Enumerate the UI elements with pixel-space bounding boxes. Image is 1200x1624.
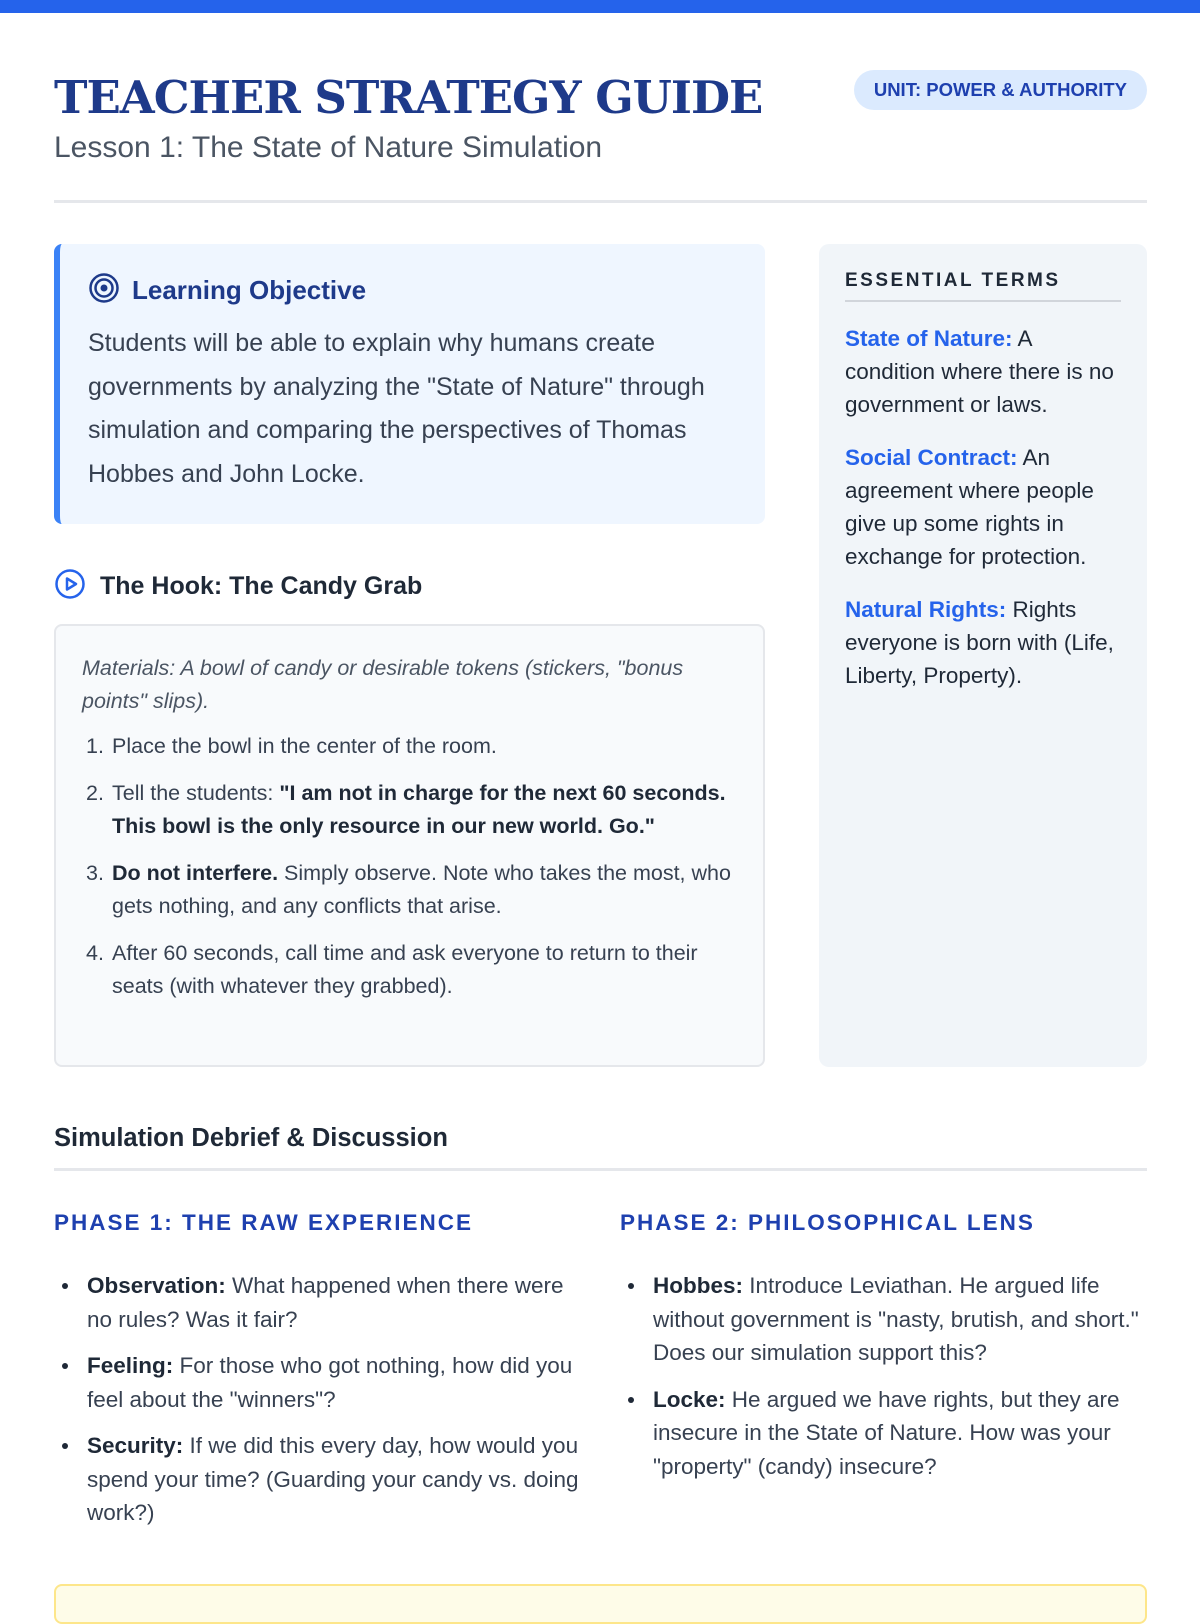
term-definition: A condition where there is no government or laws. bbox=[845, 326, 1114, 417]
step-number: 1. bbox=[86, 734, 104, 758]
learning-objective-card bbox=[54, 244, 765, 524]
step-text: Tell the students: "I am not in charge for the next 60 seconds. This bowl is the only resource in our new world. Go." bbox=[112, 780, 726, 838]
hook-steps bbox=[82, 730, 737, 1004]
hook-title: The Hook: The Candy Grab bbox=[100, 572, 423, 600]
list-item bbox=[82, 937, 737, 1004]
objective-heading bbox=[88, 272, 739, 308]
teacher-note-box bbox=[54, 1584, 1147, 1624]
list-item bbox=[82, 857, 737, 924]
page-title: TEACHER STRATEGY GUIDE bbox=[54, 71, 763, 124]
objective-title: Learning Objective bbox=[132, 274, 367, 305]
objective-text: Students will be able to explain why humans create governments by analyzing the "State of Nature" through simulation and comparing the perspectives of Thomas Hobbes and John Locke. bbox=[88, 329, 705, 488]
term-name: Social Contract: bbox=[845, 445, 1018, 470]
debrief-divider bbox=[54, 1168, 1147, 1171]
phase-1-title: PHASE 1: THE RAW EXPERIENCE bbox=[54, 1210, 474, 1235]
step-number: 4. bbox=[86, 940, 104, 965]
term-definition: An agreement where people give up some rights in exchange for protection. bbox=[845, 445, 1094, 569]
step-text: Do not interfere. Simply observe. Note who takes the most, who gets nothing, and any conflicts that arise. bbox=[112, 860, 731, 918]
top-accent-bar bbox=[0, 0, 1200, 13]
list-item bbox=[82, 730, 737, 764]
list-item: Locke: He argued we have rights, but they are insecure in the State of Nature. How was your "property" (candy) insecure? bbox=[620, 1383, 1150, 1484]
term-definition: Rights everyone is born with (Life, Liberty, Property). bbox=[845, 597, 1114, 688]
step-number: 2. bbox=[86, 780, 104, 805]
step-text: Place the bowl in the center of the room. bbox=[112, 734, 497, 758]
debrief-title: Simulation Debrief & Discussion bbox=[54, 1124, 448, 1152]
play-circle-icon bbox=[54, 568, 86, 605]
list-item: Feeling: For those who got nothing, how did you feel about the "winners"? bbox=[54, 1349, 594, 1416]
header-divider bbox=[54, 200, 1147, 203]
term-social-contract bbox=[845, 441, 1121, 573]
phase-2-title: PHASE 2: PHILOSOPHICAL LENS bbox=[620, 1210, 1035, 1235]
term-name: Natural Rights: bbox=[845, 597, 1007, 622]
term-state-of-nature bbox=[845, 322, 1121, 421]
phase-2-questions bbox=[620, 1269, 1150, 1483]
term-name: State of Nature: bbox=[845, 326, 1013, 351]
step-text: After 60 seconds, call time and ask everyone to return to their seats (with whatever they grabbed). bbox=[112, 940, 698, 998]
phase-1-questions bbox=[54, 1269, 594, 1530]
lesson-subtitle: Lesson 1: The State of Nature Simulation bbox=[54, 131, 603, 164]
terms-title: ESSENTIAL TERMS bbox=[845, 270, 1121, 302]
phase-2-column bbox=[620, 1210, 1150, 1496]
hook-instructions-box bbox=[54, 624, 765, 1067]
unit-badge: UNIT: POWER & AUTHORITY bbox=[854, 70, 1147, 110]
materials-note: Materials: A bowl of candy or desirable tokens (stickers, "bonus points" slips). bbox=[82, 656, 684, 713]
target-icon bbox=[88, 272, 120, 309]
list-item bbox=[82, 777, 737, 844]
essential-terms-sidebar bbox=[819, 244, 1147, 1067]
phase-1-column bbox=[54, 1210, 594, 1543]
hook-heading bbox=[54, 568, 422, 605]
list-item: Security: If we did this every day, how would you spend your time? (Guarding your candy vs. doing work?) bbox=[54, 1429, 594, 1530]
page-header bbox=[54, 68, 1147, 168]
step-number: 3. bbox=[86, 860, 104, 885]
list-item: Hobbes: Introduce Leviathan. He argued life without government is "nasty, brutish, and short." Does our simulation support this? bbox=[620, 1269, 1150, 1370]
term-natural-rights bbox=[845, 593, 1121, 692]
list-item: Observation: What happened when there were no rules? Was it fair? bbox=[54, 1269, 594, 1336]
